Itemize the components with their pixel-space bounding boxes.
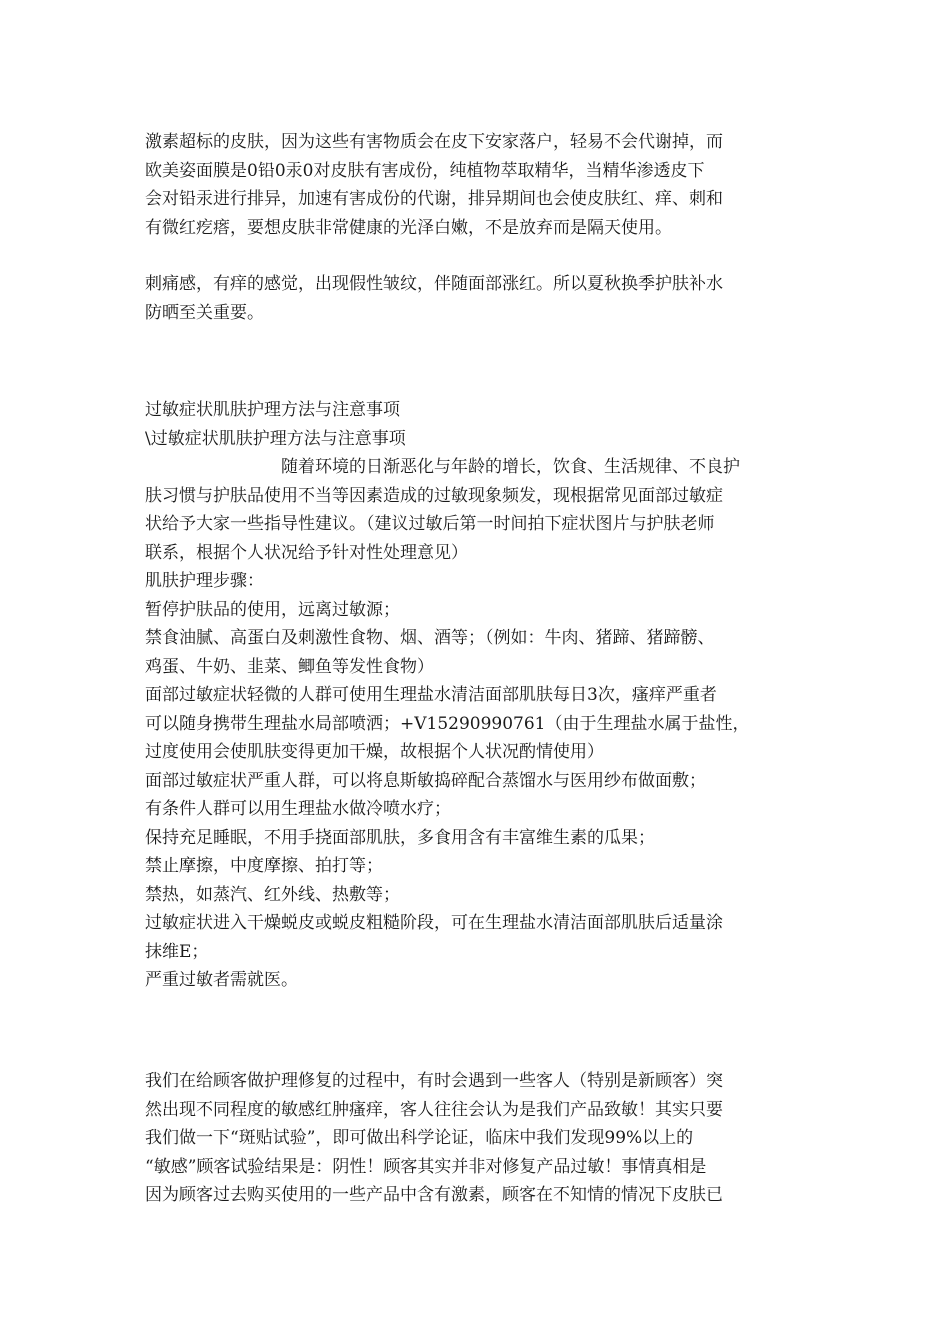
intro-line: 联系，根据个人状况给予针对性处理意见） — [145, 542, 468, 563]
step-line: 禁止摩擦，中度摩擦、拍打等； — [145, 856, 383, 876]
paragraph-patch-test — [145, 1067, 805, 1210]
intro-line: 随着环境的日渐恶化与年龄的增长，饮食、生活规律、不良护 — [281, 457, 740, 477]
text-line: 欧美姿面膜是0铅0汞0对皮肤有害成份，纯植物萃取精华，当精华渗透皮下 — [145, 160, 705, 181]
step-line: 面部过敏症状轻微的人群可使用生理盐水清洁面部肌肤每日3次，瘙痒严重者 — [145, 685, 717, 705]
text-line: 会对铅汞进行排异，加速有害成份的代谢，排异期间也会使皮肤红、痒、刺和 — [145, 189, 723, 209]
text-line: 因为顾客过去购买使用的一些产品中含有激素，顾客在不知情的情况下皮肤已 — [145, 1185, 723, 1205]
step-line: 面部过敏症状严重人群，可以将息斯敏捣碎配合蒸馏水与医用纱布做面敷； — [145, 770, 706, 791]
step-line: 暂停护肤品的使用，远离过敏源； — [145, 599, 400, 620]
step-line: 有条件人群可以用生理盐水做冷喷水疗； — [145, 799, 451, 819]
paragraph-season-care — [145, 270, 805, 327]
step-line: 过度使用会使肌肤变得更加干燥，故根据个人状况酌情使用） — [145, 742, 604, 762]
text-line: “敏感”顾客试验结果是：阴性！顾客其实并非对修复产品过敏！事情真相是 — [145, 1156, 707, 1177]
text-line: 防晒至关重要。 — [145, 302, 264, 323]
text-line: 有微红疙瘩，要想皮肤非常健康的光泽白嫩，不是放弃而是隔天使用。 — [145, 217, 672, 238]
paragraph-hormone-skin — [145, 128, 805, 242]
step-line: 严重过敏者需就医。 — [145, 970, 298, 990]
step-line: 肌肤护理步骤： — [145, 571, 264, 591]
intro-line: 肤习惯与护肤品使用不当等因素造成的过敏现象频发，现根据常见面部过敏症 — [145, 485, 723, 506]
step-line: 禁热，如蒸汽、红外线、热敷等； — [145, 884, 400, 905]
step-line: 保持充足睡眠，不用手挠面部肌肤，多食用含有丰富维生素的瓜果； — [145, 827, 655, 848]
text-line: 我们在给顾客做护理修复的过程中，有时会遇到一些客人（特别是新顾客）突 — [145, 1071, 723, 1091]
step-line: 可以随身携带生理盐水局部喷洒；+V15290990761（由于生理盐水属于盐性， — [145, 713, 750, 734]
text-line: 刺痛感，有痒的感觉，出现假性皱纹，伴随面部涨红。所以夏秋换季护肤补水 — [145, 274, 723, 294]
step-line: 鸡蛋、牛奶、韭菜、鲫鱼等发性食物） — [145, 656, 434, 677]
step-line: 过敏症状进入干燥蜕皮或蜕皮粗糙阶段，可在生理盐水清洁面部肌肤后适量涂 — [145, 913, 723, 933]
text-line: 我们做一下“斑贴试验”，即可做出科学论证，临床中我们发现99%以上的 — [145, 1128, 694, 1148]
text-line: 激素超标的皮肤，因为这些有害物质会在皮下安家落户，轻易不会代谢掉，而 — [145, 132, 723, 152]
step-line: 抹维E； — [145, 941, 209, 962]
step-line: 禁食油腻、高蛋白及刺激性食物、烟、酒等；（例如：牛肉、猪蹄、猪蹄髈、 — [145, 628, 715, 648]
section-subtitle: \过敏症状肌肤护理方法与注意事项 — [145, 428, 406, 449]
text-line: 然出现不同程度的敏感红肿瘙痒，客人往往会认为是我们产品致敏！其实只要 — [145, 1099, 723, 1120]
intro-line: 状给予大家一些指导性建议。（建议过敏后第一时间拍下症状图片与护肤老师 — [145, 514, 715, 534]
section-allergy-care — [145, 396, 805, 995]
section-title: 过敏症状肌肤护理方法与注意事项 — [145, 400, 400, 420]
